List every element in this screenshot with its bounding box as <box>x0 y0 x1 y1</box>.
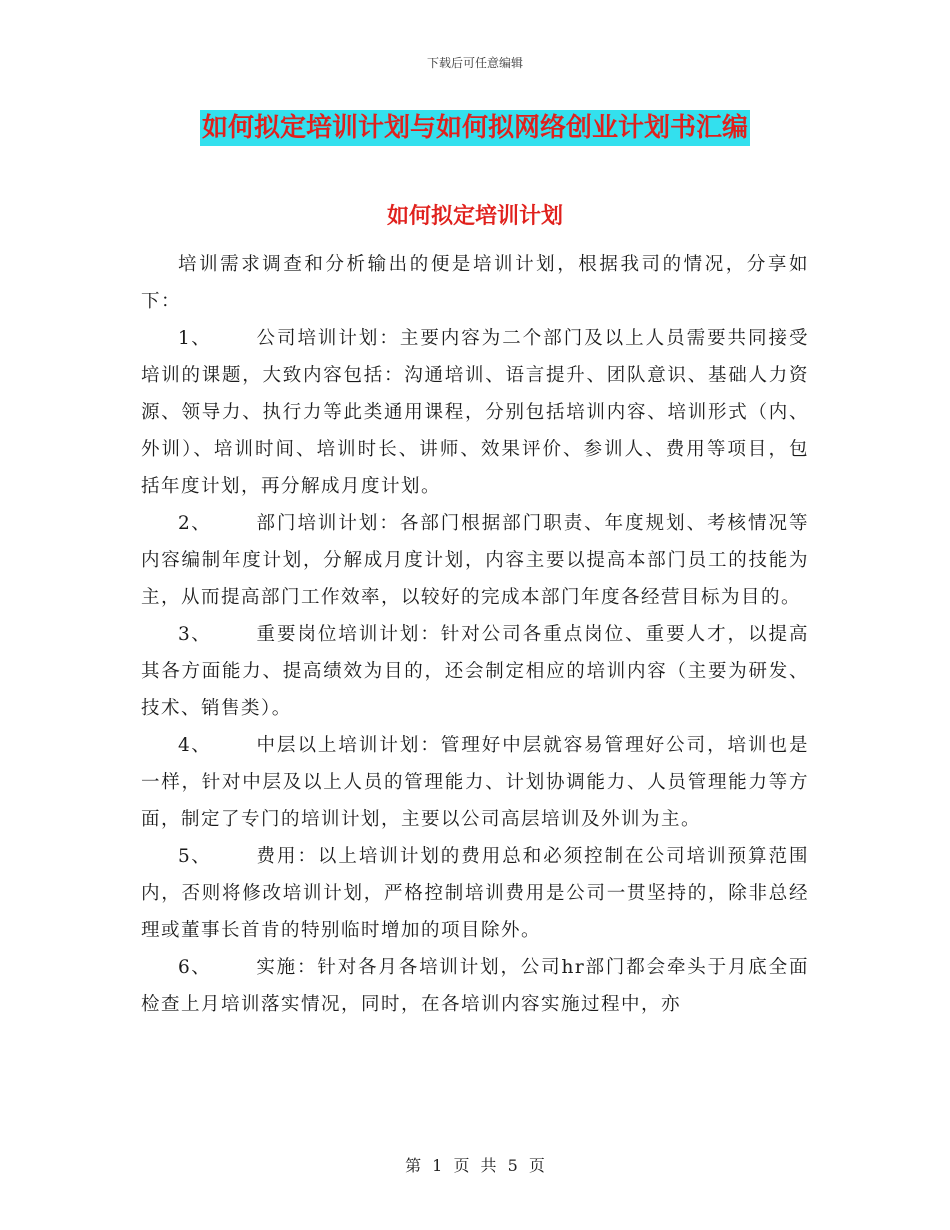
intro-paragraph: 培训需求调查和分析输出的便是培训计划，根据我司的情况，分享如下： <box>141 254 809 312</box>
list-item <box>141 616 809 727</box>
main-title-container <box>0 110 950 146</box>
document-body <box>141 246 809 1023</box>
section-title: 如何拟定培训计划 <box>386 203 563 229</box>
list-item <box>141 320 809 505</box>
item-number: 5、 <box>178 846 212 867</box>
header-note: 下载后可任意编辑 <box>426 56 523 70</box>
item-number: 2、 <box>178 513 212 534</box>
item-text: 部门培训计划：各部门根据部门职责、年度规划、考核情况等内容编制年度计划，分解成月度计划，内容主要以提高本部门员工的技能为主，从而提高部门工作效率，以较好的完成本部门年度各经营目标为目的。 <box>141 513 809 608</box>
item-text: 公司培训计划：主要内容为二个部门及以上人员需要共同接受培训的课题，大致内容包括：沟通培训、语言提升、团队意识、基础人力资源、领导力、执行力等此类通用课程，分别包括培训内容、培训形式（内、外训）、培训时间、培训时长、讲师、效果评价、参训人、费用等项目，包括年度计划，再分解成月度计划。 <box>141 328 809 497</box>
list-item <box>141 949 809 1023</box>
item-text: 重要岗位培训计划：针对公司各重点岗位、重要人才，以提高其各方面能力、提高绩效为目的，还会制定相应的培训内容（主要为研发、技术、销售类）。 <box>141 624 809 719</box>
main-title: 如何拟定培训计划与如何拟网络创业计划书汇编 <box>200 110 750 146</box>
list-item <box>141 505 809 616</box>
item-number: 4、 <box>178 735 212 756</box>
item-number: 1、 <box>178 328 212 349</box>
item-number: 6、 <box>178 957 212 978</box>
item-text: 费用：以上培训计划的费用总和必须控制在公司培训预算范围内，否则将修改培训计划，严格控制培训费用是公司一贯坚持的，除非总经理或董事长首肯的特别临时增加的项目除外。 <box>141 846 809 941</box>
item-text: 实施：针对各月各培训计划，公司hr部门都会牵头于月底全面检查上月培训落实情况，同时，在各培训内容实施过程中，亦 <box>141 957 809 1015</box>
list-item <box>141 727 809 838</box>
item-text: 中层以上培训计划：管理好中层就容易管理好公司，培训也是一样，针对中层及以上人员的管理能力、计划协调能力、人员管理能力等方面，制定了专门的培训计划，主要以公司高层培训及外训为主。 <box>141 735 809 830</box>
page-footer: 第 1 页 共 5 页 <box>405 1156 545 1175</box>
list-item <box>141 838 809 949</box>
item-number: 3、 <box>178 624 212 645</box>
